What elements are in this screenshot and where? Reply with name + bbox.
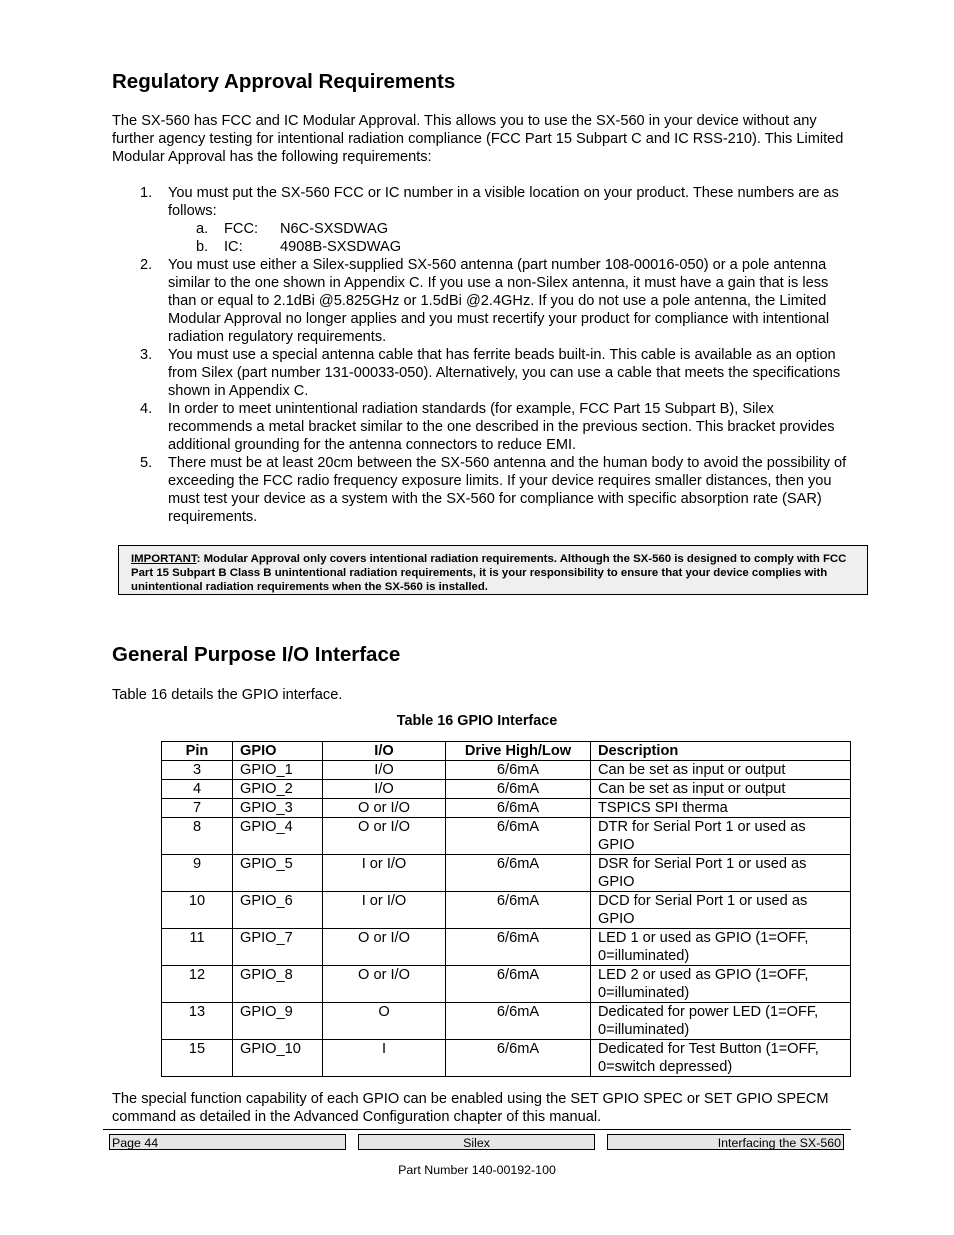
- table-row: 7 GPIO_3 O or I/O 6/6mA TSPICS SPI therma: [162, 799, 851, 818]
- list-item: 3. You must use a special antenna cable that has ferrite beads built-in. This cable is available as an option from Silex (part number 131-00033-050). Alternatively, you can use a cable that meets the specifications shown in Appendix C.: [140, 347, 841, 399]
- sub-list-item: b. IC: 4908B-SXSDWAG: [196, 239, 402, 255]
- section-heading-regulatory: Regulatory Approval Requirements: [112, 70, 456, 93]
- important-label: IMPORTANT: [131, 553, 197, 565]
- gpio-intro: Table 16 details the GPIO interface.: [112, 687, 343, 703]
- gpio-table: [161, 741, 851, 1077]
- footer-chapter: Interfacing the SX-560: [607, 1134, 844, 1150]
- list-item: 5. There must be at least 20cm between the SX-560 antenna and the human body to avoid the possibility of exceeding the FCC radio frequency exposure limits. If your device requires smaller distances, then you must test your device as a system with the SX-560 for compliance with specific absorption rate (SAR) requirements.: [140, 455, 847, 525]
- table-row: 9 GPIO_5 I or I/O 6/6mA DSR for Serial Port 1 or used as GPIO: [162, 855, 851, 892]
- requirements-list: [112, 184, 852, 526]
- footer-divider: [103, 1129, 851, 1130]
- footer-part-number: Part Number 140-00192-100: [398, 1163, 556, 1177]
- column-header: Description: [591, 742, 851, 761]
- list-item: 1. You must put the SX-560 FCC or IC number in a visible location on your product. These numbers are as follows: a. FCC: N6C-SXSDWAG b. IC: 4908B-SXSDWAG: [112, 184, 852, 256]
- table-header-row: [162, 742, 851, 761]
- gpio-outro: The special function capability of each GPIO can be enabled using the SET GPIO SPEC or SET GPIO SPECM command as detailed in the Advanced Configuration chapter of this manual.: [112, 1091, 829, 1125]
- column-header: Pin: [162, 742, 233, 761]
- column-header: I/O: [323, 742, 446, 761]
- table-row: 4 GPIO_2 I/O 6/6mA Can be set as input or output: [162, 780, 851, 799]
- footer-company: Silex: [358, 1134, 595, 1150]
- table-row: 10 GPIO_6 I or I/O 6/6mA DCD for Serial Port 1 or used as GPIO: [162, 892, 851, 929]
- footer-page-number: Page 44: [109, 1134, 346, 1150]
- list-item: 4. In order to meet unintentional radiation standards (for example, FCC Part 15 Subpart B), Silex recommends a metal bracket similar to the one described in the previous section. This bracket provides additional grounding for the antenna connectors to reduce EMI.: [140, 401, 835, 453]
- column-header: GPIO: [233, 742, 323, 761]
- important-text: : Modular Approval only covers intentional radiation requirements. Although the SX-560 is designed to comply with FCC Part 15 Subpart B Class B unintentional radiation requirements, it is your responsibility to ensure that your device complies with unintentional radiation requirements when the SX-560 is installed.: [131, 553, 847, 593]
- table-caption: Table 16 GPIO Interface: [396, 713, 558, 729]
- section-heading-gpio: General Purpose I/O Interface: [112, 643, 401, 666]
- regulatory-intro: The SX-560 has FCC and IC Modular Approval. This allows you to use the SX-560 in your device without any further agency testing for intentional radiation compliance (FCC Part 15 Subpart C and IC RSS-210). This Limited Modular Approval has the following requirements:: [112, 113, 844, 165]
- table-row: 15 GPIO_10 I 6/6mA Dedicated for Test Button (1=OFF, 0=switch depressed): [162, 1040, 851, 1077]
- table-row: 13 GPIO_9 O 6/6mA Dedicated for power LED (1=OFF, 0=illuminated): [162, 1003, 851, 1040]
- table-row: 12 GPIO_8 O or I/O 6/6mA LED 2 or used as GPIO (1=OFF, 0=illuminated): [162, 966, 851, 1003]
- sub-list-item: a. FCC: N6C-SXSDWAG: [196, 221, 389, 237]
- column-header: Drive High/Low: [446, 742, 591, 761]
- approval-numbers-list: [168, 220, 852, 256]
- important-notice: [118, 545, 868, 595]
- table-row: 3 GPIO_1 I/O 6/6mA Can be set as input or output: [162, 761, 851, 780]
- table-row: 11 GPIO_7 O or I/O 6/6mA LED 1 or used as GPIO (1=OFF, 0=illuminated): [162, 929, 851, 966]
- table-row: 8 GPIO_4 O or I/O 6/6mA DTR for Serial Port 1 or used as GPIO: [162, 818, 851, 855]
- list-item: 2. You must use either a Silex-supplied SX-560 antenna (part number 108-00016-050) or a pole antenna similar to the one shown in Appendix C. If you use a non-Silex antenna, it must have a gain that is less than or equal to 2.1dBi @5.825GHz or 1.5dBi @2.4GHz. If you do not use a pole antenna, the Limited Modular Approval no longer applies and you must recertify your product for compliance with intentional radiation regulatory requirements.: [140, 257, 830, 345]
